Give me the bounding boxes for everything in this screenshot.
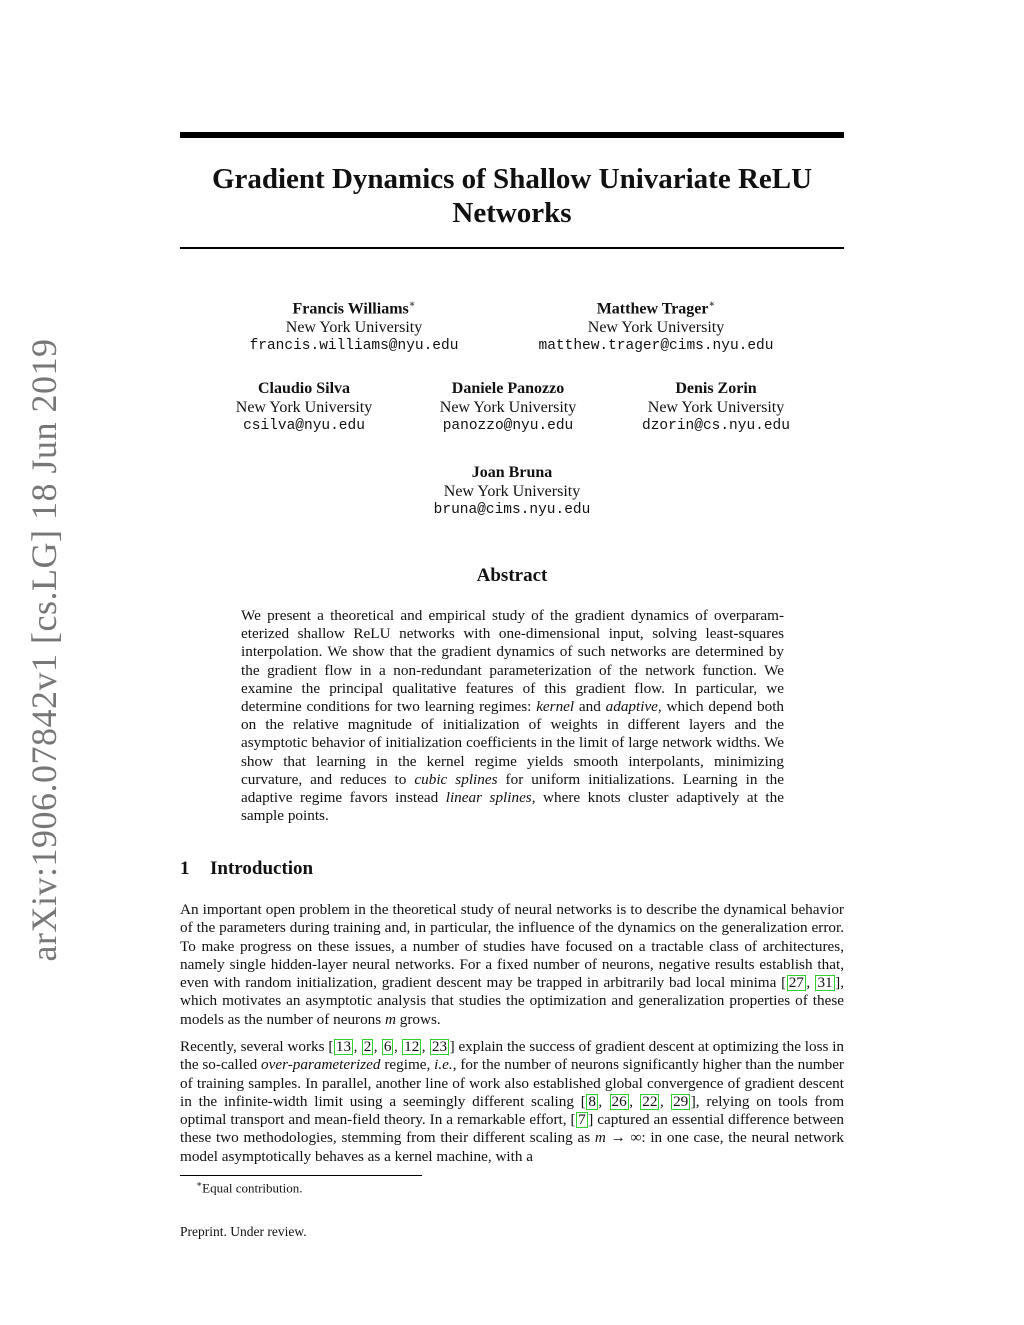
title-bottom-rule (180, 247, 844, 249)
intro-paragraph: An important open problem in the theoretical study of neural networks is to describe the dynamical behavior of the parameters during training and, in particular, the influence of the dynamics on the generalization error. To make progress on these issues, a number of studies have focused on a tractable class of architectures, namely single hidden-layer neural networks. For a fixed number of neurons, negative results establish that, even with random initialization, gradient descent may be trapped in arbitrarily bad local minima [ 27 , 31 ], which motivates an asymptotic analysis that studies the optimization and generalization properties of these models as the number of neurons m grows. (180, 901, 844, 1028)
citation-link[interactable]: 7 (578, 1111, 586, 1129)
author-block (422, 463, 602, 520)
author-name: Denis Zorin (675, 380, 757, 397)
author-name: Joan Bruna (471, 464, 553, 481)
citation-link[interactable]: 12 (404, 1038, 420, 1055)
author-affiliation: New York University (285, 319, 423, 337)
author-name: Daniele Panozzo (451, 380, 565, 397)
citation-link[interactable]: 31 (817, 974, 833, 992)
paper-title: Gradient Dynamics of Shallow Univariate ReLU Networks (211, 163, 813, 229)
citation-link[interactable]: 22 (642, 1092, 658, 1110)
author-email: bruna@cims.nyu.edu (433, 502, 591, 518)
intro-paragraph: Recently, several works [ 13 , 2 , 6 , 12 , 23 ] explain the success of gradient descent at optimizing the loss in the so-called over-parameterized regime, i.e., for the number of neurons significantly higher than the number of training samples. In parallel, another line of work also established global convergence of gradient descent in the infinite-width limit using a seemingly different scaling [ 8 , 26 , 22 , 29 ], relying on tools from optimal transport and mean-field theory. In a remarkable effort, [ 7 ] captured an essential difference between these two methodologies, stemming from their different scaling as m → ∞: in one case, the neural network model asymptotically behaves as a kernel machine, with a (180, 1038, 845, 1165)
citation-link[interactable]: 23 (431, 1038, 448, 1055)
author-affiliation: New York University (647, 399, 785, 416)
citation-link[interactable]: 6 (383, 1038, 392, 1055)
section-heading-introduction: 1 Introduction (180, 858, 314, 879)
citation-link[interactable]: 13 (335, 1038, 352, 1055)
citation-link[interactable]: 27 (788, 974, 804, 992)
arxiv-identifier: arXiv:1906.07842v1 [cs.LG] 18 Jun 2019 (24, 338, 64, 962)
author-block (418, 379, 598, 436)
abstract-body: We present a theoretical and empirical study of the gradient dynamics of overparam-eterized shallow ReLU networks with one-dimensional input, solving least-squares interpolation. We show that the gradient dynamics of such networks are determined by the gradient flow in a non-redundant parameterization of the network function. We examine the principal qualitative features of this gradient flow. In particular, we determine conditions for two learning regimes: kernel and adaptive, which depend both on the relative magnitude of initialization of weights in different layers and the asymptotic behavior of initialization coefficients in the limit of large network widths. We show that learning in the kernel regime yields smooth interpolants, minimizing curvature, and reduces to cubic splines for uniform initializations. Learning in the adaptive regime favors instead linear splines, where knots cluster adaptively at the sample points. (241, 607, 785, 825)
author-email: csilva@nyu.edu (243, 418, 365, 434)
title-top-rule (180, 132, 844, 138)
author-name: Matthew Trager∗ (596, 299, 716, 318)
citation-link[interactable]: 8 (588, 1092, 596, 1110)
footnote-rule (180, 1175, 422, 1176)
abstract-heading: Abstract (476, 565, 548, 586)
footnote: ∗Equal contribution. (196, 1179, 303, 1196)
author-block (516, 295, 796, 356)
author-name: Francis Williams∗ (292, 299, 416, 318)
author-affiliation: New York University (439, 399, 577, 416)
author-affiliation: New York University (587, 319, 725, 337)
author-affiliation: New York University (235, 399, 373, 416)
author-block (234, 295, 474, 356)
author-email: matthew.trager@cims.nyu.edu (538, 338, 774, 355)
author-email: francis.williams@nyu.edu (249, 338, 459, 355)
author-email: dzorin@cs.nyu.edu (642, 418, 790, 434)
citation-link[interactable]: 2 (363, 1038, 372, 1055)
equal-contribution-marker: ∗ (408, 299, 416, 310)
preprint-footer: Preprint. Under review. (180, 1224, 307, 1239)
citation-link[interactable]: 26 (611, 1092, 627, 1110)
author-block (214, 379, 394, 436)
author-block (626, 379, 806, 436)
author-name: Claudio Silva (257, 380, 351, 397)
author-email: panozzo@nyu.edu (442, 418, 574, 434)
author-affiliation: New York University (443, 483, 581, 500)
equal-contribution-marker: ∗ (708, 299, 716, 310)
citation-link[interactable]: 29 (673, 1092, 689, 1110)
